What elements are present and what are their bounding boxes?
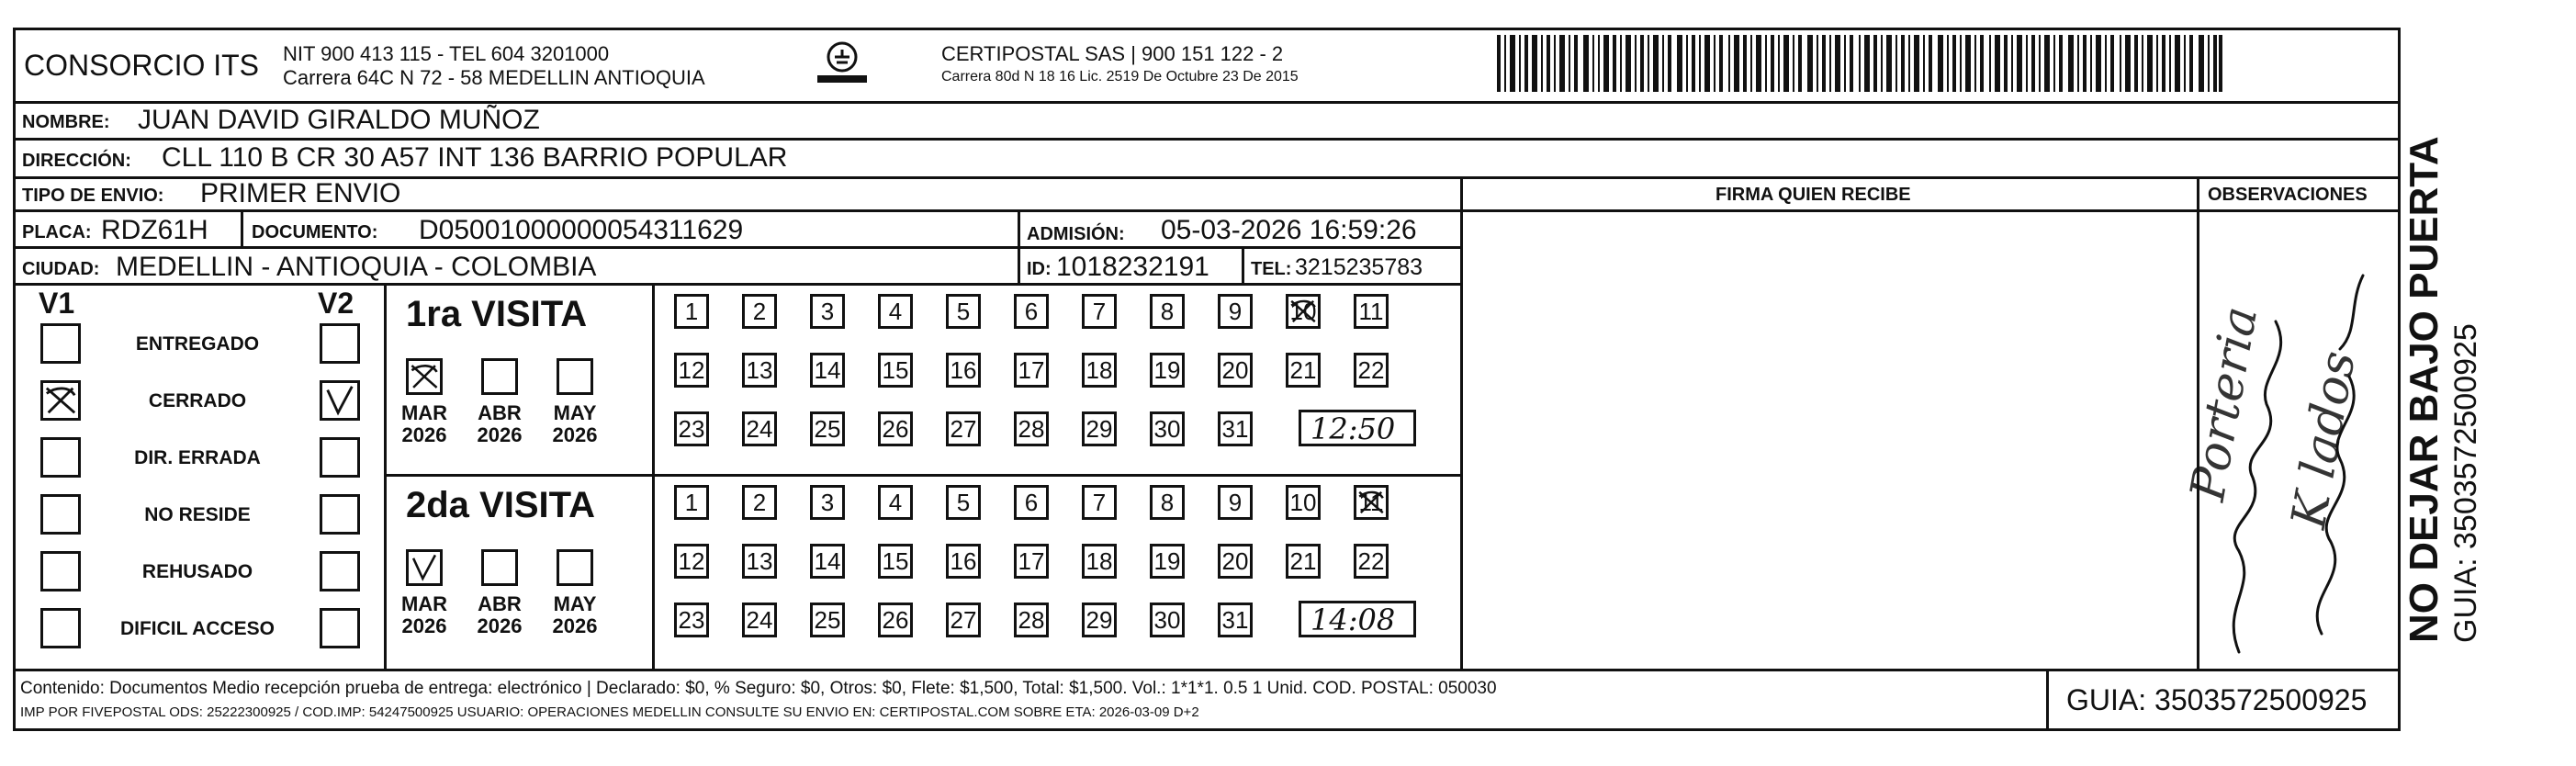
- day-box[interactable]: 27: [946, 603, 981, 637]
- day-box[interactable]: 4: [878, 485, 913, 520]
- rule-nombre: [13, 138, 2401, 141]
- tipo-envio-label: TIPO DE ENVIO:: [22, 186, 164, 206]
- month-year: 2026: [477, 423, 523, 447]
- day-box[interactable]: 12: [674, 544, 709, 579]
- day-box[interactable]: 10: [1286, 294, 1321, 329]
- month-name: MAR: [400, 592, 448, 615]
- id-value: 1018232191: [1056, 252, 1209, 282]
- day-box[interactable]: 2: [742, 294, 777, 329]
- day-box[interactable]: 20: [1218, 353, 1253, 388]
- day-box[interactable]: 1: [674, 485, 709, 520]
- rule-footer: [13, 669, 2401, 671]
- day-box[interactable]: 24: [742, 411, 777, 446]
- documento-label: DOCUMENTO:: [252, 222, 378, 242]
- month-year: 2026: [401, 423, 447, 447]
- day-box[interactable]: 14: [810, 353, 845, 388]
- day-box[interactable]: 22: [1354, 353, 1389, 388]
- footer-guia: GUIA: 3503572500925: [2066, 683, 2368, 716]
- month-label: [397, 593, 452, 637]
- month-name: MAY: [553, 401, 597, 424]
- rule-tipo-right: [1462, 209, 2401, 212]
- day-box[interactable]: 16: [946, 544, 981, 579]
- observaciones-note-1: Porteria: [2180, 302, 2269, 505]
- day-box[interactable]: 8: [1150, 485, 1185, 520]
- day-box[interactable]: 31: [1218, 411, 1253, 446]
- rule-tel: [1242, 246, 1244, 283]
- day-box[interactable]: 17: [1014, 544, 1049, 579]
- day-box[interactable]: 26: [878, 411, 913, 446]
- status-v2-checkbox[interactable]: [320, 437, 360, 478]
- cross-mark-icon: [43, 383, 78, 418]
- month-label: [547, 402, 602, 446]
- month-year: 2026: [552, 614, 598, 638]
- nombre-value: JUAN DAVID GIRALDO MUÑOZ: [138, 105, 540, 135]
- day-box[interactable]: 23: [674, 603, 709, 637]
- placa-value: RDZ61H: [101, 215, 208, 245]
- day-box[interactable]: 17: [1014, 353, 1049, 388]
- status-v2-checkbox[interactable]: [320, 494, 360, 535]
- day-box[interactable]: 27: [946, 411, 981, 446]
- company-address: Carrera 64C N 72 - 58 MEDELLIN ANTIOQUIA: [283, 66, 705, 89]
- day-box[interactable]: 15: [878, 353, 913, 388]
- day-box[interactable]: 15: [878, 544, 913, 579]
- month-label: [472, 593, 527, 637]
- month-name: ABR: [478, 592, 522, 615]
- tel-value: 3215235783: [1295, 254, 1423, 280]
- day-box[interactable]: 1: [674, 294, 709, 329]
- rule-visit-divider: [384, 474, 1462, 477]
- observaciones-header: OBSERVACIONES: [2208, 185, 2368, 205]
- certipostal-license: Carrera 80d N 18 16 Lic. 2519 De Octubre 23 De 2015: [941, 69, 1299, 84]
- status-label: DIR. ERRADA: [134, 447, 261, 468]
- status-label: NO RESIDE: [144, 504, 251, 525]
- day-box[interactable]: 8: [1150, 294, 1185, 329]
- day-box[interactable]: 9: [1218, 294, 1253, 329]
- day-box[interactable]: 9: [1218, 485, 1253, 520]
- visit-title: 2da VISITA: [406, 485, 595, 525]
- day-box[interactable]: 19: [1150, 353, 1185, 388]
- visit-time: 14:08: [1310, 603, 1396, 637]
- observaciones-handwriting: [2180, 220, 2395, 661]
- day-box[interactable]: 3: [810, 294, 845, 329]
- month-name: MAR: [400, 401, 448, 424]
- rule-tipo: [13, 209, 1462, 212]
- day-box[interactable]: 13: [742, 544, 777, 579]
- day-box[interactable]: 10: [1286, 485, 1321, 520]
- direccion-value: CLL 110 B CR 30 A57 INT 136 BARRIO POPULAR: [162, 142, 788, 173]
- month-year: 2026: [552, 423, 598, 447]
- month-name: MAY: [553, 592, 597, 615]
- status-v1-checkbox[interactable]: [40, 608, 81, 648]
- day-box[interactable]: 28: [1014, 411, 1049, 446]
- day-box[interactable]: 11: [1354, 294, 1389, 329]
- observaciones-note-2: K lados: [2281, 346, 2367, 533]
- cross-mark-icon: [1288, 297, 1318, 326]
- nombre-label: NOMBRE:: [22, 112, 110, 132]
- side-guia: GUIA: 3503572500925: [2448, 323, 2483, 643]
- day-box[interactable]: 30: [1150, 411, 1185, 446]
- id-label: ID:: [1027, 259, 1052, 279]
- rule-placa-doc: [241, 209, 243, 246]
- v1-header: V1: [39, 287, 75, 320]
- rule-admision: [1018, 209, 1020, 283]
- rule-placa: [13, 246, 1462, 249]
- status-v1-checkbox[interactable]: [40, 494, 81, 535]
- check-mark-icon: [409, 552, 440, 583]
- month-label: [397, 402, 452, 446]
- day-box[interactable]: 6: [1014, 485, 1049, 520]
- day-box[interactable]: 20: [1218, 544, 1253, 579]
- ciudad-label: CIUDAD:: [22, 259, 100, 279]
- day-box[interactable]: 31: [1218, 603, 1253, 637]
- day-box[interactable]: 11: [1354, 485, 1389, 520]
- admision-value: 05-03-2026 16:59:26: [1161, 215, 1417, 245]
- check-mark-icon: [322, 383, 357, 418]
- firma-header: FIRMA QUIEN RECIBE: [1715, 185, 1911, 205]
- status-label: ENTREGADO: [135, 333, 260, 355]
- status-label: DIFICIL ACCESO: [119, 618, 275, 639]
- status-v2-checkbox[interactable]: [320, 323, 360, 364]
- month-label: [547, 593, 602, 637]
- day-box[interactable]: 13: [742, 353, 777, 388]
- tel-label: TEL:: [1251, 259, 1292, 279]
- certipostal-logo: [801, 39, 883, 94]
- tipo-envio-value: PRIMER ENVIO: [200, 178, 401, 208]
- day-box[interactable]: 26: [878, 603, 913, 637]
- visit-time: 12:50: [1310, 411, 1396, 446]
- placa-label: PLACA:: [22, 222, 92, 242]
- day-box[interactable]: 12: [674, 353, 709, 388]
- visit-title: 1ra VISITA: [406, 294, 588, 334]
- month-year: 2026: [401, 614, 447, 638]
- status-v1-checkbox[interactable]: [40, 323, 81, 364]
- admision-label: ADMISIÓN:: [1027, 224, 1125, 244]
- status-v1-checkbox[interactable]: [40, 437, 81, 478]
- month-checkbox[interactable]: [481, 358, 518, 395]
- footer-impresion: IMP POR FIVEPOSTAL ODS: 25222300925 / COD.IMP: 54247500925 USUARIO: OPERACIONES MEDELLIN CONSULTE SU ENVIO EN: CERTIPOSTAL.COM SOBRE ETA: 2026-03-09 D+2: [20, 704, 1199, 720]
- company-name: CONSORCIO ITS: [24, 49, 260, 82]
- side-warning: NO DEJAR BAJO PUERTA: [2402, 136, 2447, 643]
- day-box[interactable]: 29: [1082, 603, 1117, 637]
- status-v2-checkbox[interactable]: [320, 380, 360, 421]
- footer-contenido: Contenido: Documentos Medio recepción prueba de entrega: electrónico | Declarado: $0, % Seguro: $0, Otros: $0, Flete: $1,500, Total: $1,500. Vol.: 1*1*1. 0.5 1 Unid. COD. POSTAL: 050030: [20, 679, 1497, 698]
- visit-time-box: [1299, 410, 1416, 446]
- month-checkbox[interactable]: [406, 549, 443, 586]
- day-box[interactable]: 6: [1014, 294, 1049, 329]
- day-box[interactable]: 7: [1082, 294, 1117, 329]
- certipostal-company: CERTIPOSTAL SAS | 900 151 122 - 2: [941, 42, 1284, 65]
- status-label: REHUSADO: [141, 561, 253, 582]
- day-box[interactable]: 16: [946, 353, 981, 388]
- barcode: [1497, 35, 2222, 92]
- day-box[interactable]: 14: [810, 544, 845, 579]
- visit-time-box: [1299, 601, 1416, 637]
- day-box[interactable]: 4: [878, 294, 913, 329]
- day-box[interactable]: 29: [1082, 411, 1117, 446]
- day-box[interactable]: 30: [1150, 603, 1185, 637]
- rule-ciudad: [13, 283, 1462, 286]
- day-box[interactable]: 5: [946, 485, 981, 520]
- status-v2-checkbox[interactable]: [320, 608, 360, 648]
- status-v1-checkbox[interactable]: [40, 551, 81, 591]
- day-box[interactable]: 21: [1286, 544, 1321, 579]
- month-label: [472, 402, 527, 446]
- day-box[interactable]: 25: [810, 603, 845, 637]
- cross-mark-icon: [1356, 488, 1386, 517]
- rule-footer-guia: [2046, 669, 2049, 731]
- month-checkbox[interactable]: [557, 549, 593, 586]
- day-box[interactable]: 23: [674, 411, 709, 446]
- month-name: ABR: [478, 401, 522, 424]
- month-year: 2026: [477, 614, 523, 638]
- direccion-label: DIRECCIÓN:: [22, 151, 131, 171]
- status-v1-checkbox[interactable]: [40, 380, 81, 421]
- documento-value: D05001000000054311629: [419, 215, 744, 245]
- day-box[interactable]: 28: [1014, 603, 1049, 637]
- certipostal-logo-icon: [801, 39, 883, 94]
- company-nit: NIT 900 413 115 - TEL 604 3201000: [283, 42, 610, 65]
- cross-mark-icon: [409, 361, 440, 392]
- day-box[interactable]: 22: [1354, 544, 1389, 579]
- status-label: CERRADO: [148, 390, 247, 411]
- month-checkbox[interactable]: [481, 549, 518, 586]
- month-checkbox[interactable]: [406, 358, 443, 395]
- day-box[interactable]: 25: [810, 411, 845, 446]
- rule-firma-left: [1460, 176, 1463, 669]
- ciudad-value: MEDELLIN - ANTIOQUIA - COLOMBIA: [116, 252, 597, 282]
- day-box[interactable]: 18: [1082, 353, 1117, 388]
- day-box[interactable]: 18: [1082, 544, 1117, 579]
- v2-header: V2: [318, 287, 354, 320]
- day-box[interactable]: 2: [742, 485, 777, 520]
- day-box[interactable]: 3: [810, 485, 845, 520]
- status-v2-checkbox[interactable]: [320, 551, 360, 591]
- rule-top: [13, 101, 2401, 104]
- day-box[interactable]: 7: [1082, 485, 1117, 520]
- day-box[interactable]: 19: [1150, 544, 1185, 579]
- day-box[interactable]: 21: [1286, 353, 1321, 388]
- day-box[interactable]: 24: [742, 603, 777, 637]
- month-checkbox[interactable]: [557, 358, 593, 395]
- day-box[interactable]: 5: [946, 294, 981, 329]
